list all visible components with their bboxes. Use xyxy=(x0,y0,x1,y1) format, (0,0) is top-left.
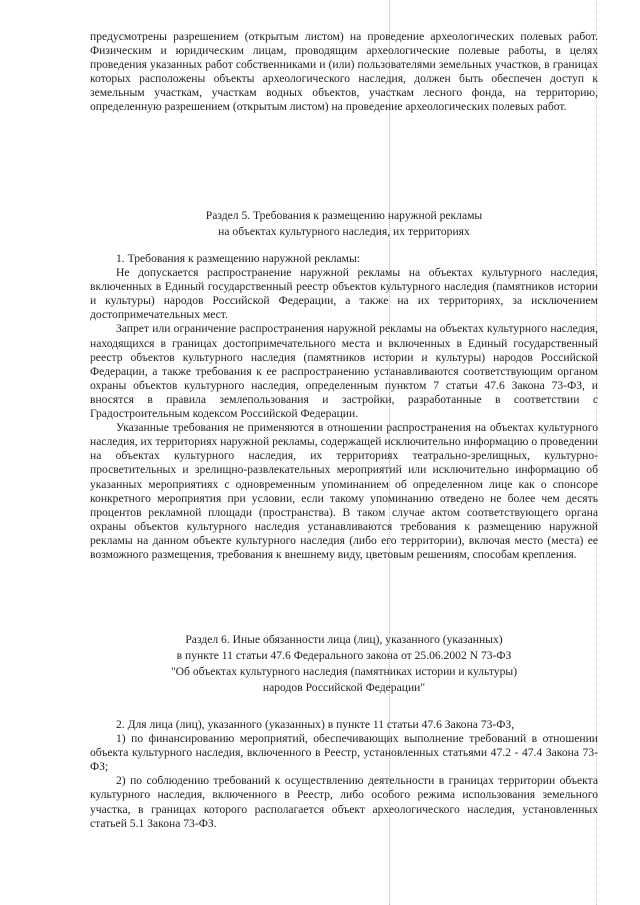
paragraph-restriction: Запрет или ограничение распространения наружной рекламы на объектах культурного наследия, находящихся в границах достопримечательного места и включенных в Единый государственный реестр объектов культурного наследия (памятников истории и культуры) народов Российской Федерации, а также требования к ее распространению устанавливаются соответствующим органом охраны объектов культурного наследия, определенным пунктом 7 статьи 47.6 Закона 73-ФЗ, и вносятся в правила землепользования и застройки, разработанные в соответствии с Градостроительным кодексом Российской Федерации. xyxy=(90,322,598,421)
item1-heading: 1. Требования к размещению наружной рекламы: xyxy=(116,252,361,265)
section6-title-line4: народов Российской Федерации" xyxy=(262,681,426,694)
section5-title xyxy=(90,208,598,240)
section6-title-line2: в пункте 11 статьи 47.6 Федерального закона от 25.06.2002 N 73-ФЗ xyxy=(176,649,512,662)
sub-item-compliance: 2) по соблюдению требований к осуществлению деятельности в границах территории объекта культурного наследия, включенного в Реестр, либо особого режима использования земельного участка, в границах которого располагается объект археологического наследия, установленных статьей 5.1 Закона 73-ФЗ. xyxy=(90,774,598,830)
section6-title-line3: "Об объектах культурного наследия (памятниках истории и культуры) xyxy=(170,665,518,678)
section6-title-line1: Раздел 6. Иные обязанности лица (лиц), указанного (указанных) xyxy=(185,633,503,646)
intro-paragraph: предусмотрены разрешением (открытым листом) на проведение археологических полевых работ. Физическим и юридическим лицам, проводящим археологические полевые работы, в целях проведения указанных работ собственниками и (или) пользователями земельных участков, в границах которых расположены объекты археологического наследия, должен быть обеспечен доступ к земельным участкам, участкам водных объектов, участкам лесного фонда, на территорию, определенную разрешением (открытым листом) на проведение археологических полевых работ. xyxy=(90,30,598,114)
section6-body xyxy=(90,718,598,831)
item2-heading: 2. Для лица (лиц), указанного (указанных) в пункте 11 статьи 47.6 Закона 73-ФЗ, xyxy=(116,718,515,731)
section5-body xyxy=(90,252,598,562)
sub-item-financing: 1) по финансированию мероприятий, обеспечивающих выполнение требований в отношении объекта культурного наследия, включенного в Реестр, установленных статьями 47.2 - 47.4 Закона 73-ФЗ; xyxy=(90,732,598,774)
section6-title xyxy=(90,632,598,696)
intro-paragraph-block xyxy=(90,30,598,115)
section5-title-line2: на объектах культурного наследия, их территориях xyxy=(218,225,470,238)
paragraph-no-ads: Не допускается распространение наружной рекламы на объектах культурного наследия, включенных в Единый государственный реестр объектов культурного наследия (памятников истории и культуры) народов Российской Федерации, а также на их территориях, за исключением достопримечательных мест. xyxy=(90,266,598,322)
section5-title-line1: Раздел 5. Требования к размещению наружной рекламы xyxy=(205,209,483,222)
paragraph-exceptions: Указанные требования не применяются в отношении распространения на объектах культурного наследия, их территориях наружной рекламы, содержащей исключительно информацию о проведении на объектах культурного наследия, их территориях театрально-зрелищных, культурно-просветительных и зрелищно-развлекательных мероприятий или исключительно информацию об указанных мероприятиях с одновременным упоминанием об определенном лице как о спонсоре конкретного мероприятия при условии, если такому упоминанию отведено не более чем десять процентов рекламной площади (пространства). В таком случае актом соответствующего органа охраны объектов культурного наследия устанавливаются требования к размещению наружной рекламы на данном объекте культурного наследия (либо его территории), включая место (места) ее возможного размещения, требования к внешнему виду, цветовым решениям, способам крепления. xyxy=(90,421,598,561)
